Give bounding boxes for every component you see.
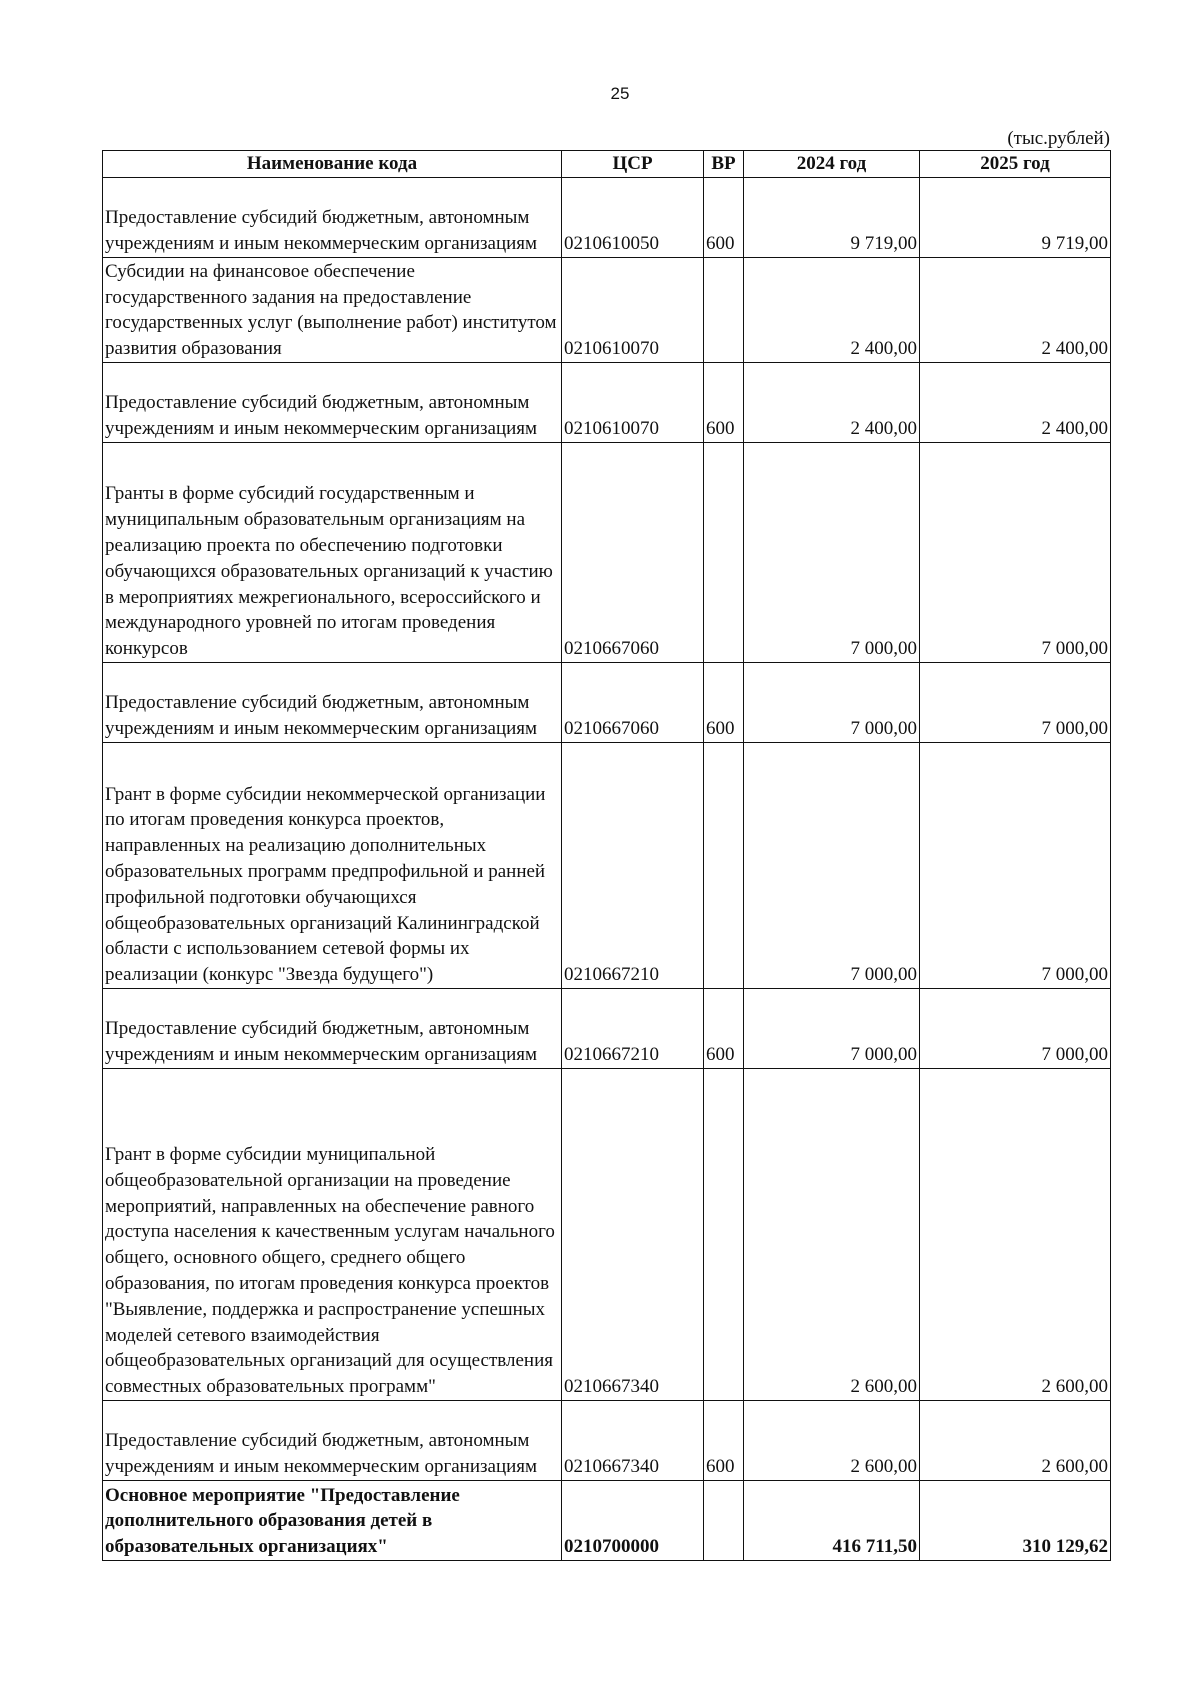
units-label: (тыс.рублей) [1007,128,1110,149]
row-csr: 0210610070 [562,363,704,443]
row-2024: 2 400,00 [744,363,920,443]
row-csr: 0210667060 [562,443,704,663]
table-row [103,743,1111,989]
row-name: Предоставление субсидий бюджетным, автономным учреждениям и иным некоммерческим организациям [103,1401,562,1481]
row-csr: 0210667340 [562,1069,704,1401]
table-row-main-activity [103,1481,1111,1561]
row-csr: 0210667340 [562,1401,704,1481]
row-2025: 9 719,00 [920,178,1111,258]
header-2025: 2025 год [920,151,1111,178]
row-vr: 600 [704,363,744,443]
header-vr: ВР [704,151,744,178]
header-csr: ЦСР [562,151,704,178]
table-row [103,1401,1111,1481]
row-csr: 0210667060 [562,663,704,743]
table-row [103,1069,1111,1401]
table-row [103,663,1111,743]
row-name: Грант в форме субсидии муниципальной общеобразовательной организации на проведение мероприятий, направленных на обеспечение равного доступа населения к качественным услугам начального общего, основного общего, среднего общего образования, по итогам проведения конкурса проектов "Выявление, поддержка и распространение успешных моделей сетевого взаимодействия общеобразовательных организаций для осуществления совместных образовательных программ" [103,1069,562,1401]
row-2024: 7 000,00 [744,989,920,1069]
row-csr: 0210667210 [562,989,704,1069]
row-name: Предоставление субсидий бюджетным, автономным учреждениям и иным некоммерческим организациям [103,363,562,443]
row-2025: 310 129,62 [920,1481,1111,1561]
row-name: Основное мероприятие "Предоставление дополнительного образования детей в образовательных организациях" [103,1481,562,1561]
row-2024: 2 600,00 [744,1069,920,1401]
row-vr: 600 [704,178,744,258]
row-2024: 7 000,00 [744,443,920,663]
row-2025: 2 600,00 [920,1401,1111,1481]
row-vr [704,258,744,363]
table-row [103,178,1111,258]
row-2025: 7 000,00 [920,989,1111,1069]
row-2024: 2 400,00 [744,258,920,363]
row-2025: 2 400,00 [920,363,1111,443]
row-2024: 2 600,00 [744,1401,920,1481]
table-row [103,363,1111,443]
row-2025: 2 600,00 [920,1069,1111,1401]
header-name: Наименование кода [103,151,562,178]
table-header-row [103,151,1111,178]
row-vr: 600 [704,1401,744,1481]
row-csr: 0210610070 [562,258,704,363]
row-name: Предоставление субсидий бюджетным, автономным учреждениям и иным некоммерческим организациям [103,663,562,743]
row-2025: 2 400,00 [920,258,1111,363]
row-name: Субсидии на финансовое обеспечение государственного задания на предоставление государственных услуг (выполнение работ) институтом развития образования [103,258,562,363]
row-vr: 600 [704,663,744,743]
row-2024: 7 000,00 [744,663,920,743]
table-row [103,443,1111,663]
page-number: 25 [610,84,630,103]
row-csr: 0210667210 [562,743,704,989]
row-2025: 7 000,00 [920,663,1111,743]
header-2024: 2024 год [744,151,920,178]
table-row [103,258,1111,363]
row-name: Гранты в форме субсидий государственным и муниципальным образовательным организациям на реализацию проекта по обеспечению подготовки обучающихся образовательных организаций к участию в мероприятиях межрегионального, всероссийского и международного уровней по итогам проведения конкурсов [103,443,562,663]
row-csr: 0210700000 [562,1481,704,1561]
row-vr: 600 [704,989,744,1069]
row-name: Предоставление субсидий бюджетным, автономным учреждениям и иным некоммерческим организациям [103,178,562,258]
row-vr [704,443,744,663]
row-2024: 9 719,00 [744,178,920,258]
row-2024: 416 711,50 [744,1481,920,1561]
budget-table [102,150,1111,1561]
table-row [103,989,1111,1069]
row-vr [704,1069,744,1401]
row-name: Предоставление субсидий бюджетным, автономным учреждениям и иным некоммерческим организациям [103,989,562,1069]
row-csr: 0210610050 [562,178,704,258]
row-vr [704,1481,744,1561]
row-name: Грант в форме субсидии некоммерческой организации по итогам проведения конкурса проектов, направленных на реализацию дополнительных образовательных программ предпрофильной и ранней профильной подготовки обучающихся общеобразовательных организаций Калининградской области с использованием сетевой формы их реализации (конкурс "Звезда будущего") [103,743,562,989]
row-2024: 7 000,00 [744,743,920,989]
row-vr [704,743,744,989]
row-2025: 7 000,00 [920,443,1111,663]
row-2025: 7 000,00 [920,743,1111,989]
